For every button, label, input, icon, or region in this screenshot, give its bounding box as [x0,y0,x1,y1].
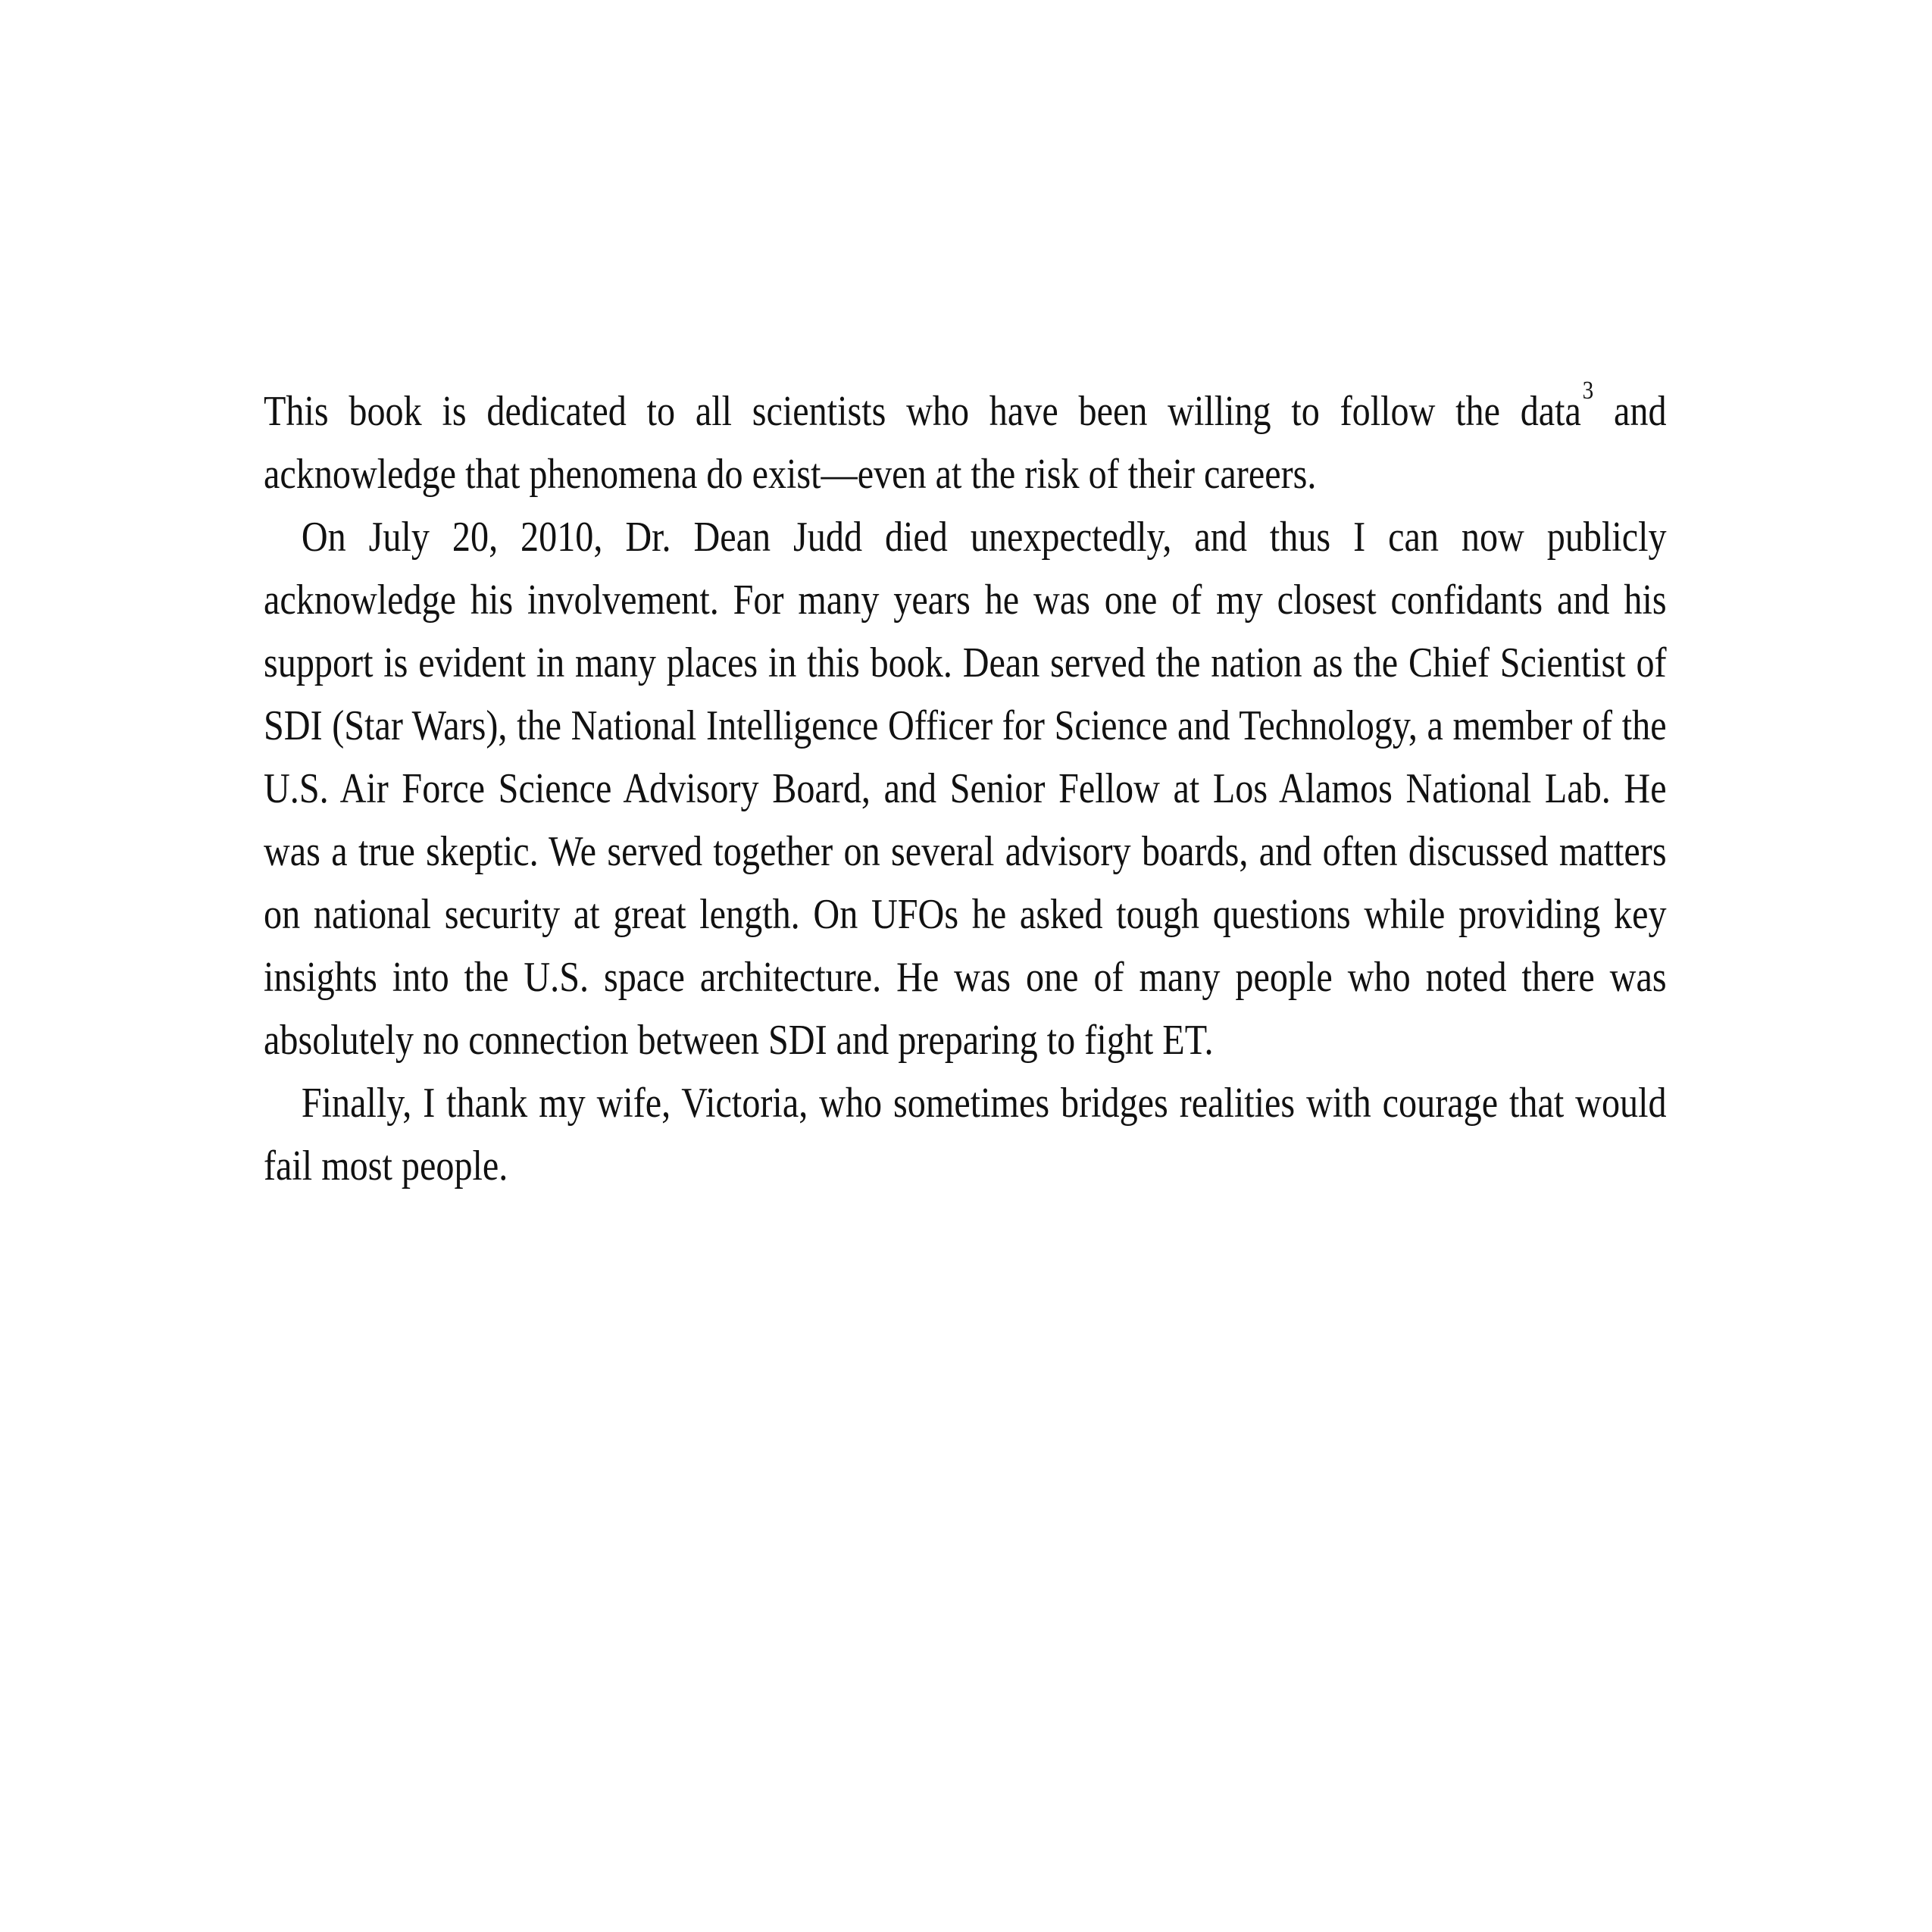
dedication-text-end: and acknowledge that phenomena do exist—even at the risk of their careers. [264,388,1667,498]
footnote-marker: 3 [1582,377,1594,405]
paragraph-victoria: Finally, I thank my wife, Victoria, who sometimes bridges realities with courage that would fail most people. [264,1080,1667,1190]
dedication-text-start: This book is dedicated to all scientists who have been willing to follow the data [264,388,1581,435]
dedication-text [264,377,1667,1198]
paragraph-dedication [264,377,1667,506]
paragraph-dean-judd: On July 20, 2010, Dr. Dean Judd died unexpectedly, and thus I can now publicly acknowledge his involvement. For many years he was one of my closest confidants and his support is evident in many places in this book. Dean served the nation as the Chief Scientist of SDI (Star Wars), the National Intelligence Officer for Science and Technology, a member of the U.S. Air Force Science Advisory Board, and Senior Fellow at Los Alamos National Lab. He was a true skeptic. We served together on several advisory boards, and often discussed matters on national security at great length. On UFOs he asked tough questions while providing key insights into the U.S. space architecture. He was one of many people who noted there was absolutely no connection between SDI and preparing to fight ET. [264,514,1667,1064]
